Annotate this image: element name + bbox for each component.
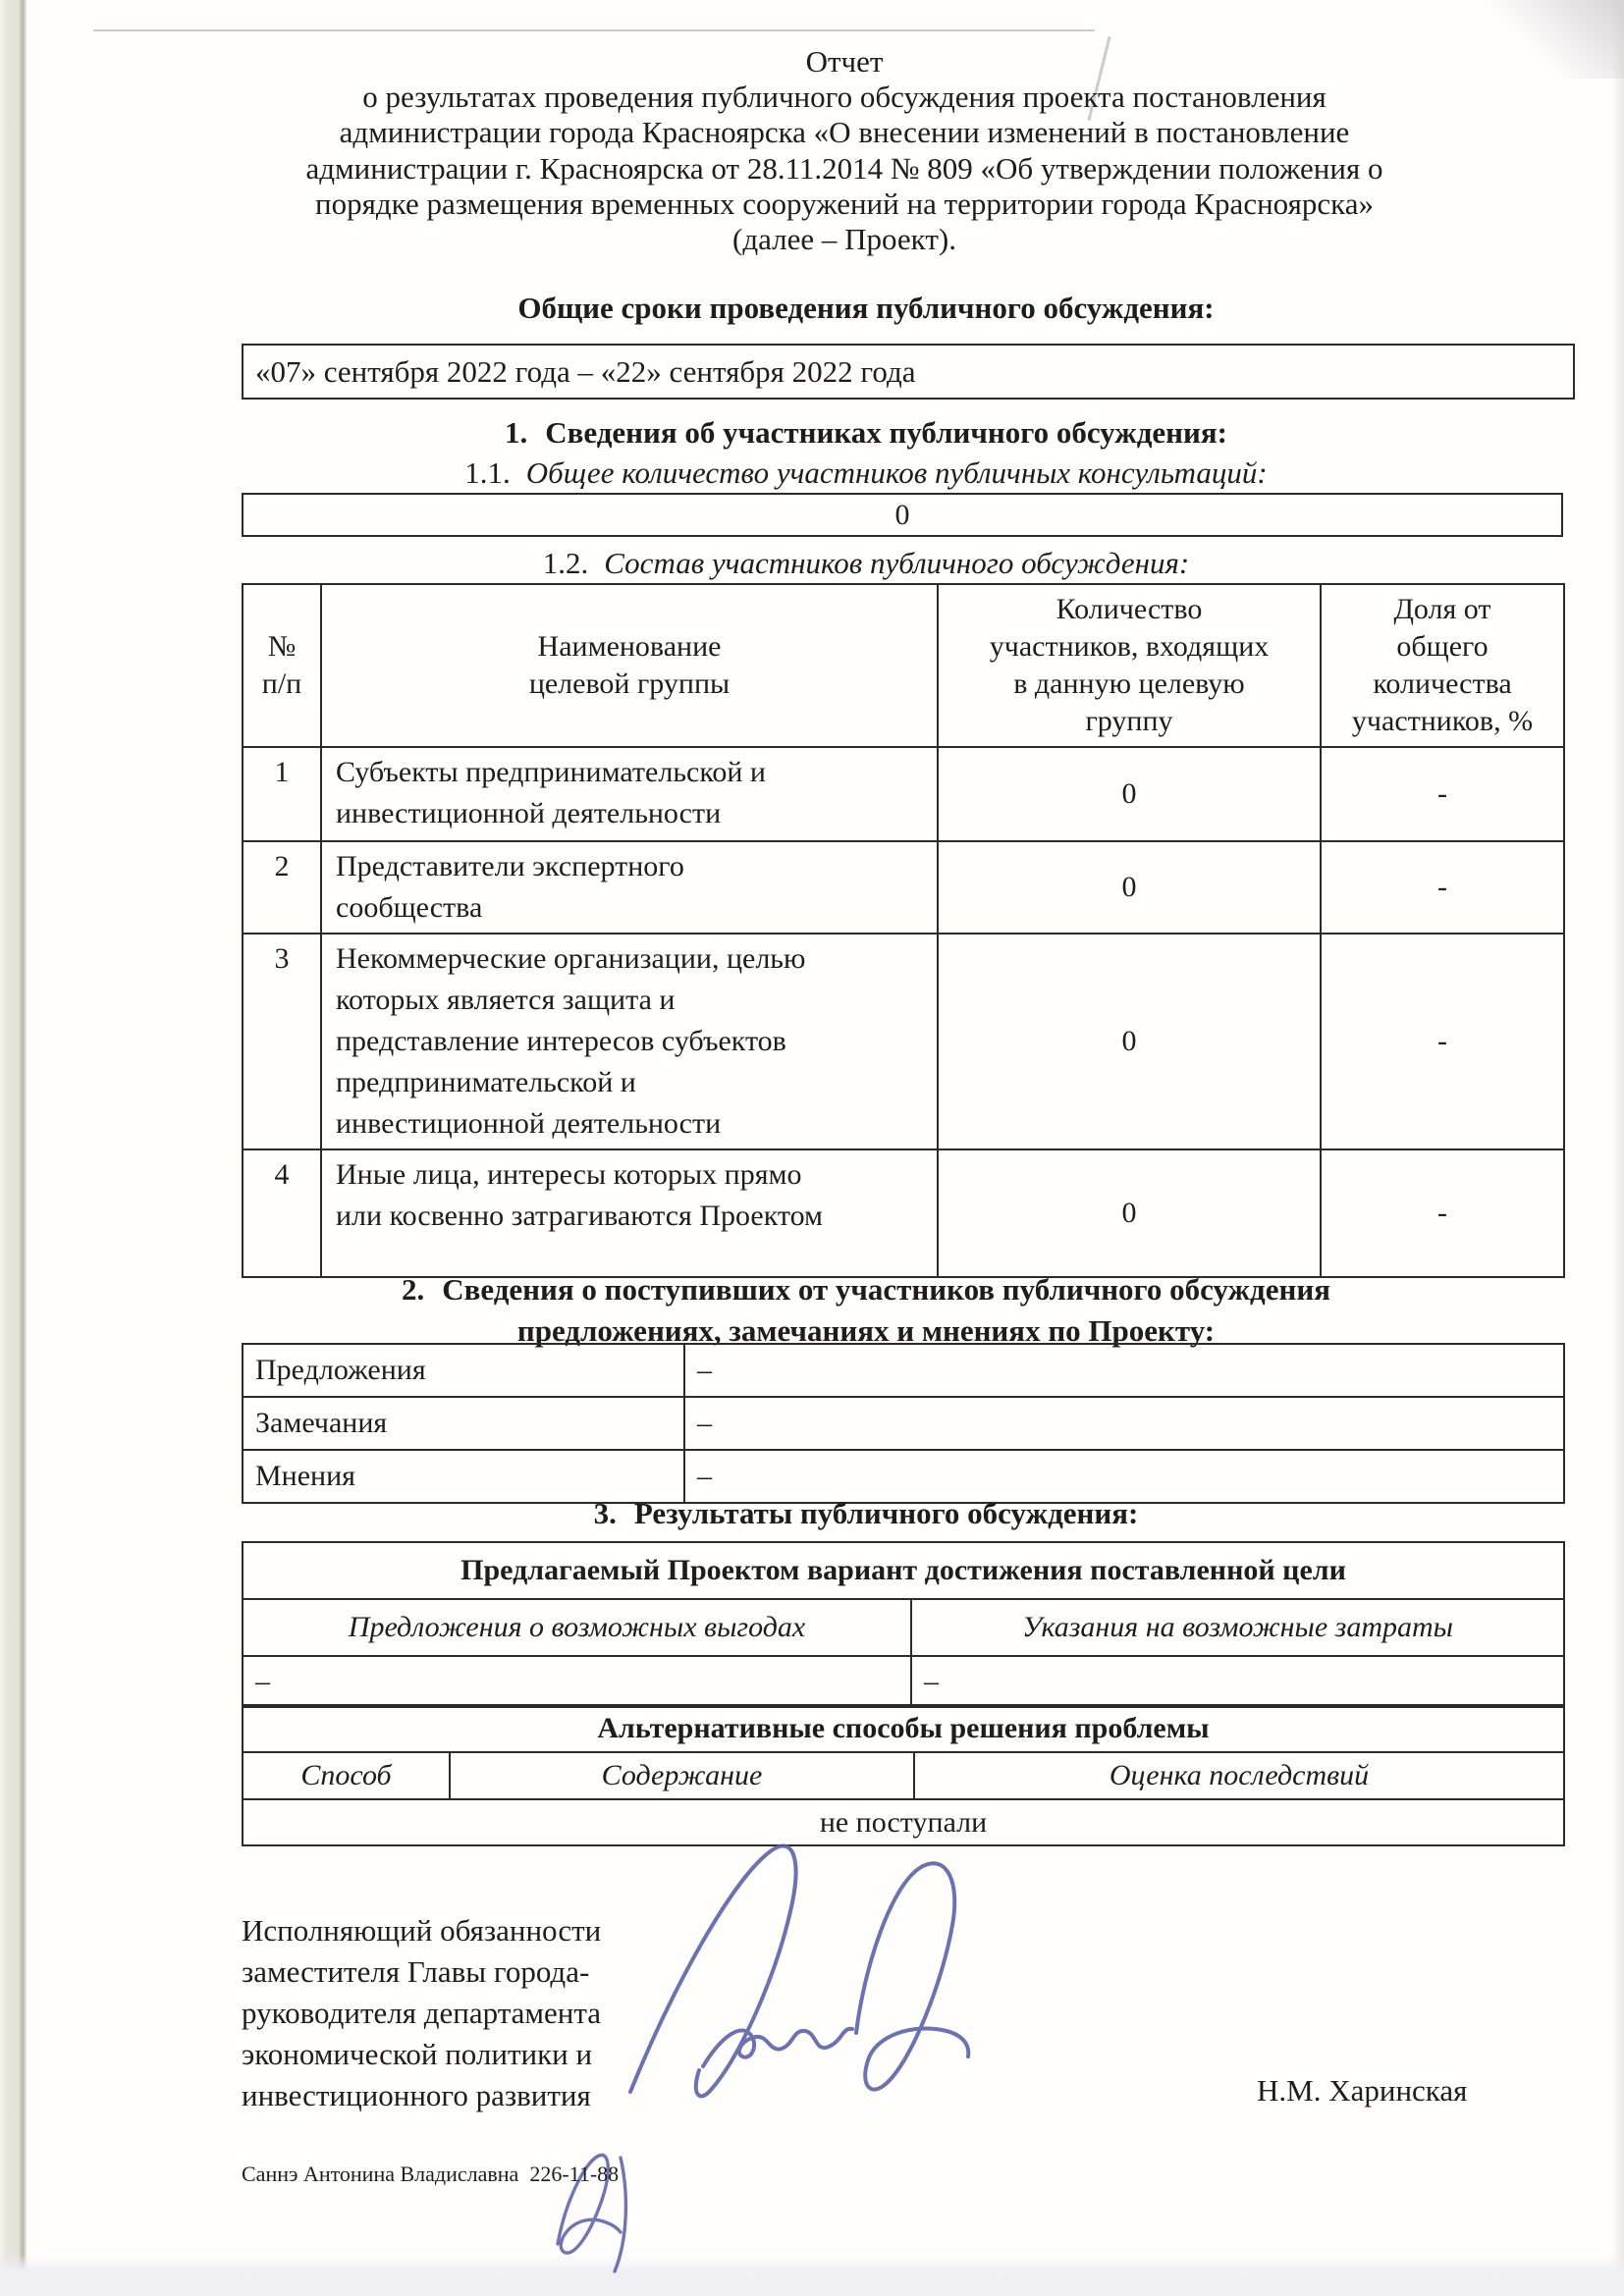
feedback-value: – bbox=[684, 1344, 1564, 1397]
row-number: 2 bbox=[243, 841, 321, 934]
title-line: (далее – Проект). bbox=[732, 222, 956, 257]
item-1-2-label: Состав участников публичного обсуждения: bbox=[604, 546, 1190, 580]
header-line: п/п bbox=[261, 667, 302, 700]
title-line: порядке размещения временных сооружений на территории города Красноярска» bbox=[315, 186, 1374, 221]
group-share: - bbox=[1321, 841, 1564, 934]
header-line: группу bbox=[1085, 705, 1173, 737]
feedback-label: Замечания bbox=[243, 1397, 684, 1450]
header-line: участников, входящих bbox=[989, 630, 1270, 663]
scan-artifact-top-line bbox=[93, 29, 1095, 31]
variant-table-title: Предлагаемый Проектом вариант достижения поставленной цели bbox=[243, 1542, 1564, 1599]
cost-header: Указания на возможные затраты bbox=[911, 1599, 1564, 1656]
table-row bbox=[243, 1149, 1564, 1277]
group-name-text: Некоммерческие организации, целью которых является защита и представление интересов субъектов предпринимательской и инвестиционной деятельности bbox=[336, 942, 806, 1140]
header-line: целевой группы bbox=[528, 667, 731, 700]
terms-heading: Общие сроки проведения публичного обсуждения: bbox=[517, 291, 1215, 325]
participants-composition-table bbox=[242, 583, 1565, 1278]
row-number: 1 bbox=[243, 747, 321, 841]
signer-position bbox=[242, 1910, 791, 2116]
table-row bbox=[243, 747, 1564, 841]
group-share: - bbox=[1321, 747, 1564, 841]
table-row bbox=[243, 934, 1564, 1149]
item-1-2-line bbox=[167, 546, 1565, 581]
row-number: 3 bbox=[243, 934, 321, 1149]
group-name bbox=[321, 841, 938, 934]
header-line: общего bbox=[1396, 630, 1489, 663]
position-line: инвестиционного развития bbox=[242, 2078, 591, 2112]
group-name bbox=[321, 1149, 938, 1277]
table-row bbox=[243, 1344, 1564, 1397]
column-header-count bbox=[938, 584, 1321, 747]
table-row bbox=[243, 1799, 1564, 1845]
position-line: заместителя Главы города- bbox=[242, 1954, 590, 1989]
benefit-header: Предложения о возможных выгодах bbox=[243, 1599, 911, 1656]
scanner-edge-left bbox=[0, 0, 33, 2296]
section-2-title: Сведения о поступивших от участников публичного обсуждения bbox=[442, 1272, 1330, 1307]
method-header: Способ bbox=[243, 1752, 450, 1799]
terms-period: «07» сентября 2022 года – «22» сентября 2022 года bbox=[255, 353, 916, 389]
column-header-share bbox=[1321, 584, 1564, 747]
table-title-row bbox=[243, 1705, 1564, 1752]
participants-total-value: 0 bbox=[894, 498, 910, 531]
table-row bbox=[243, 1656, 1564, 1707]
header-line: количества bbox=[1373, 667, 1512, 700]
position-line: руководителя департамента bbox=[242, 1996, 602, 2030]
item-1-1-label: Общее количество участников публичных консультаций: bbox=[525, 455, 1268, 490]
feedback-label: Мнения bbox=[243, 1450, 684, 1503]
benefit-value: – bbox=[243, 1656, 911, 1707]
title-line: о результатах проведения публичного обсуждения проекта постановления bbox=[362, 80, 1326, 115]
feedback-label: Предложения bbox=[243, 1344, 684, 1397]
feedback-value: – bbox=[684, 1397, 1564, 1450]
group-share: - bbox=[1321, 1149, 1564, 1277]
position-line: экономической политики и bbox=[242, 2037, 593, 2071]
title-line: администрации города Красноярска «О внесении изменений в постановление bbox=[339, 115, 1350, 150]
section-1-heading bbox=[167, 415, 1565, 451]
terms-period-box bbox=[242, 344, 1575, 400]
position-line: Исполняющий обязанности bbox=[242, 1913, 602, 1948]
row-number: 4 bbox=[243, 1149, 321, 1277]
table-row bbox=[243, 1397, 1564, 1450]
table-row bbox=[243, 841, 1564, 934]
alternatives-value: не поступали bbox=[243, 1799, 1564, 1845]
group-name-text: Субъекты предпринимательской и инвестиционной деятельности bbox=[336, 756, 766, 829]
feedback-value: – bbox=[684, 1450, 1564, 1503]
scanner-bottom-shade bbox=[0, 2254, 1624, 2296]
header-line: участников, % bbox=[1351, 705, 1534, 737]
table-subheader-row bbox=[243, 1752, 1564, 1799]
scanner-edge-right bbox=[1612, 0, 1624, 2296]
participants-total-box bbox=[242, 493, 1563, 537]
group-count: 0 bbox=[938, 841, 1321, 934]
header-line: Количество bbox=[1056, 593, 1203, 625]
title-line: администрации г. Красноярска от 28.11.2014 № 809 «Об утверждении положения о bbox=[305, 150, 1383, 186]
group-count: 0 bbox=[938, 1149, 1321, 1277]
item-1-1-number: 1.1. bbox=[464, 455, 511, 490]
section-3-heading bbox=[167, 1496, 1565, 1531]
item-1-2-number: 1.2. bbox=[542, 546, 589, 580]
group-name bbox=[321, 934, 938, 1149]
assessment-header: Оценка последствий bbox=[914, 1752, 1564, 1799]
section-2-number: 2. bbox=[402, 1272, 425, 1307]
alternatives-table bbox=[242, 1704, 1565, 1846]
section-2-heading-line1 bbox=[167, 1272, 1565, 1308]
content-header: Содержание bbox=[450, 1752, 914, 1799]
group-name-text: Иные лица, интересы которых прямо или косвенно затрагиваются Проектом bbox=[336, 1158, 823, 1232]
section-1-number: 1. bbox=[504, 415, 528, 450]
section-3-number: 3. bbox=[593, 1496, 617, 1530]
group-count: 0 bbox=[938, 934, 1321, 1149]
title-line: Отчет bbox=[805, 44, 884, 79]
table-subheader-row bbox=[243, 1599, 1564, 1656]
header-line: Наименование bbox=[537, 630, 722, 663]
table-title-row bbox=[243, 1542, 1564, 1599]
table-row bbox=[243, 1450, 1564, 1503]
alternatives-table-title: Альтернативные способы решения проблемы bbox=[243, 1705, 1564, 1752]
header-line: № bbox=[267, 630, 297, 663]
header-line: Доля от bbox=[1393, 593, 1491, 625]
table-header-row bbox=[243, 584, 1564, 747]
group-count: 0 bbox=[938, 747, 1321, 841]
variant-table bbox=[242, 1541, 1565, 1708]
signer-name: Н.М. Харинская bbox=[1257, 2073, 1468, 2108]
cost-value: – bbox=[911, 1656, 1564, 1707]
executor-contact: Саннэ Антонина Владиславна 226-11-88 bbox=[242, 2162, 620, 2186]
document-title bbox=[108, 44, 1581, 257]
header-line: в данную целевую bbox=[1013, 667, 1245, 700]
feedback-table bbox=[242, 1343, 1565, 1504]
item-1-1-line bbox=[167, 455, 1565, 491]
section-2-heading-line2: предложениях, замечаниях и мнениях по Проекту: bbox=[516, 1313, 1216, 1348]
column-header-number bbox=[243, 584, 321, 747]
section-3-title: Результаты публичного обсуждения: bbox=[633, 1496, 1139, 1530]
column-header-group-name bbox=[321, 584, 938, 747]
group-share: - bbox=[1321, 934, 1564, 1149]
group-name-text: Представители экспертного сообщества bbox=[336, 850, 684, 924]
group-name bbox=[321, 747, 938, 841]
section-1-title: Сведения об участниках публичного обсуждения: bbox=[545, 415, 1227, 450]
